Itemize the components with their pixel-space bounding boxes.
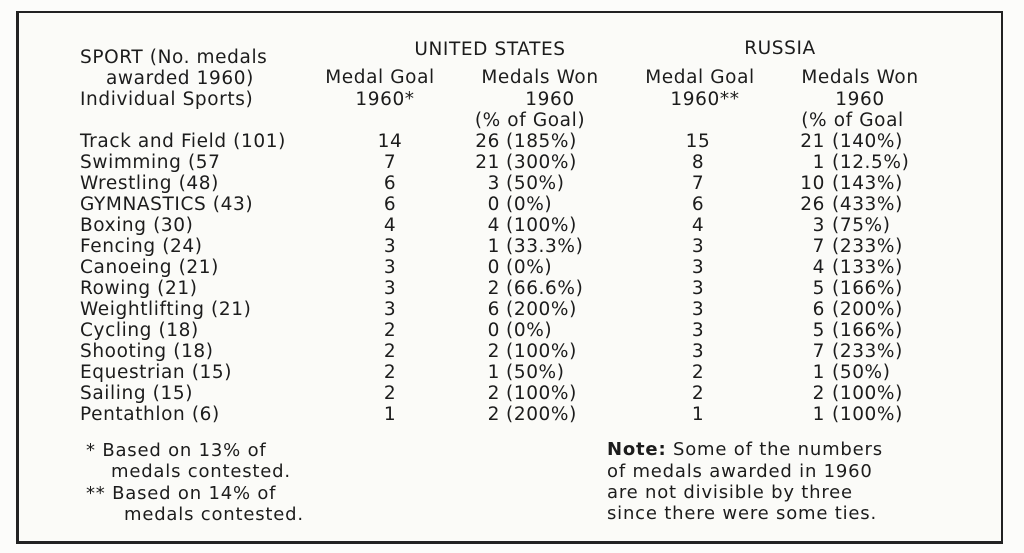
cell-sport: Swimming (57 [80,152,221,173]
cell-ru-goal: 3 [691,257,705,278]
cell-us-won: 1 [487,236,500,257]
cell-ru-pct: (433%) [832,194,903,215]
cell-sport: Wrestling (48) [80,173,219,194]
note-line4: since there were some ties. [607,503,877,524]
cell-ru-goal: 2 [691,383,705,404]
footnote-star1-line2: medals contested. [111,461,291,482]
cell-sport: Fencing (24) [80,236,203,257]
cell-ru-pct: (50%) [832,362,891,383]
cell-sport: Pentathlon (6) [80,404,220,425]
cell-us-goal: 2 [383,383,397,404]
cell-sport: GYMNASTICS (43) [80,194,254,215]
us-won-header-line3: (% of Goal) [474,110,586,131]
cell-ru-pct: (140%) [832,131,903,152]
cell-ru-won: 6 [812,299,825,320]
cell-ru-goal: 7 [691,173,705,194]
cell-us-won: 3 [487,173,500,194]
cell-us-goal: 3 [383,236,397,257]
footnote-star2-line2: medals contested. [124,504,304,525]
cell-ru-pct: (166%) [832,320,903,341]
cell-us-goal: 2 [383,341,397,362]
cell-ru-won: 5 [812,320,825,341]
us-goal-header-line1: Medal Goal [325,67,435,88]
cell-ru-goal: 3 [691,320,705,341]
cell-us-won: 26 [475,131,500,152]
cell-ru-pct: (143%) [832,173,903,194]
ru-won-header-line2: 1960 [835,89,885,110]
cell-us-pct: (33.3%) [506,236,584,257]
cell-us-pct: (0%) [506,194,553,215]
cell-us-pct: (185%) [506,131,577,152]
cell-ru-won: 7 [812,236,825,257]
cell-us-pct: (0%) [506,320,553,341]
note-line2: of medals awarded in 1960 [607,461,873,482]
us-title: UNITED STATES [414,39,566,60]
cell-ru-goal: 15 [685,131,711,152]
cell-ru-pct: (100%) [832,404,903,425]
cell-us-won: 21 [475,152,500,173]
note-text-1: Some of the numbers [672,439,883,460]
cell-ru-goal: 1 [691,404,705,425]
cell-us-won: 2 [487,341,500,362]
cell-sport: Track and Field (101) [80,131,286,152]
cell-ru-won: 1 [812,152,825,173]
cell-ru-pct: (100%) [832,383,903,404]
cell-us-won: 2 [487,404,500,425]
note-line3: are not divisible by three [607,482,853,503]
us-won-header-line2: 1960 [525,89,575,110]
cell-us-won: 1 [487,362,500,383]
cell-us-goal: 2 [383,362,397,383]
cell-ru-won: 26 [800,194,825,215]
cell-ru-won: 1 [812,404,825,425]
us-goal-header-line2: 1960* [355,89,415,110]
cell-us-goal: 2 [383,320,397,341]
cell-ru-pct: (166%) [832,278,903,299]
cell-ru-won: 3 [812,215,825,236]
cell-ru-goal: 3 [691,341,705,362]
cell-ru-goal: 3 [691,299,705,320]
ru-goal-header-line2: 1960** [670,89,740,110]
ru-goal-header-line1: Medal Goal [645,67,755,88]
cell-us-goal: 7 [383,152,397,173]
cell-ru-goal: 6 [691,194,705,215]
cell-ru-pct: (233%) [832,341,903,362]
cell-us-goal: 1 [383,404,397,425]
cell-ru-won: 4 [812,257,825,278]
sport-header-line1: SPORT (No. medals [80,47,268,68]
cell-sport: Sailing (15) [80,383,194,404]
cell-sport: Shooting (18) [80,341,214,362]
cell-us-goal: 6 [383,194,397,215]
cell-sport: Equestrian (15) [80,362,233,383]
cell-us-pct: (200%) [506,404,577,425]
cell-us-won: 4 [487,215,500,236]
cell-us-pct: (100%) [506,341,577,362]
cell-us-won: 0 [487,320,500,341]
cell-ru-won: 1 [812,362,825,383]
cell-us-goal: 3 [383,299,397,320]
cell-us-goal: 3 [383,257,397,278]
ru-won-header-line1: Medals Won [801,67,919,88]
cell-ru-pct: (75%) [832,215,891,236]
cell-us-goal: 6 [383,173,397,194]
us-won-header-line1: Medals Won [481,67,599,88]
cell-us-pct: (300%) [506,152,577,173]
cell-ru-won: 5 [812,278,825,299]
sport-header-line3: Individual Sports) [80,89,254,110]
cell-us-pct: (100%) [506,215,577,236]
note-line1 [607,439,883,460]
cell-sport: Cycling (18) [80,320,199,341]
cell-sport: Rowing (21) [80,278,198,299]
cell-us-pct: (200%) [506,299,577,320]
cell-us-won: 6 [487,299,500,320]
cell-ru-pct: (133%) [832,257,903,278]
footnote-star1-line1: * Based on 13% of [86,440,267,461]
cell-ru-pct: (12.5%) [832,152,910,173]
cell-us-won: 2 [487,278,500,299]
cell-sport: Weightlifting (21) [80,299,252,320]
cell-ru-goal: 8 [691,152,705,173]
cell-ru-pct: (233%) [832,236,903,257]
cell-us-won: 0 [487,257,500,278]
cell-us-won: 2 [487,383,500,404]
cell-us-pct: (100%) [506,383,577,404]
cell-us-goal: 4 [383,215,397,236]
cell-us-won: 0 [487,194,500,215]
cell-ru-won: 2 [812,383,825,404]
russia-title: RUSSIA [744,38,816,59]
cell-ru-goal: 2 [691,362,705,383]
cell-us-pct: (50%) [506,173,565,194]
cell-ru-goal: 3 [691,236,705,257]
cell-us-goal: 3 [383,278,397,299]
footnote-star2-line1: ** Based on 14% of [86,483,277,504]
cell-ru-won: 21 [800,131,825,152]
cell-ru-goal: 3 [691,278,705,299]
note-label: Note: [607,439,667,460]
cell-ru-goal: 4 [691,215,705,236]
cell-sport: Boxing (30) [80,215,194,236]
ru-won-header-line3: (% of Goal [801,110,904,131]
cell-ru-won: 10 [800,173,825,194]
cell-us-goal: 14 [377,131,403,152]
cell-ru-pct: (200%) [832,299,903,320]
cell-ru-won: 7 [812,341,825,362]
cell-us-pct: (0%) [506,257,553,278]
sport-header-line2: awarded 1960) [106,68,254,89]
cell-us-pct: (50%) [506,362,565,383]
cell-us-pct: (66.6%) [506,278,584,299]
cell-sport: Canoeing (21) [80,257,219,278]
